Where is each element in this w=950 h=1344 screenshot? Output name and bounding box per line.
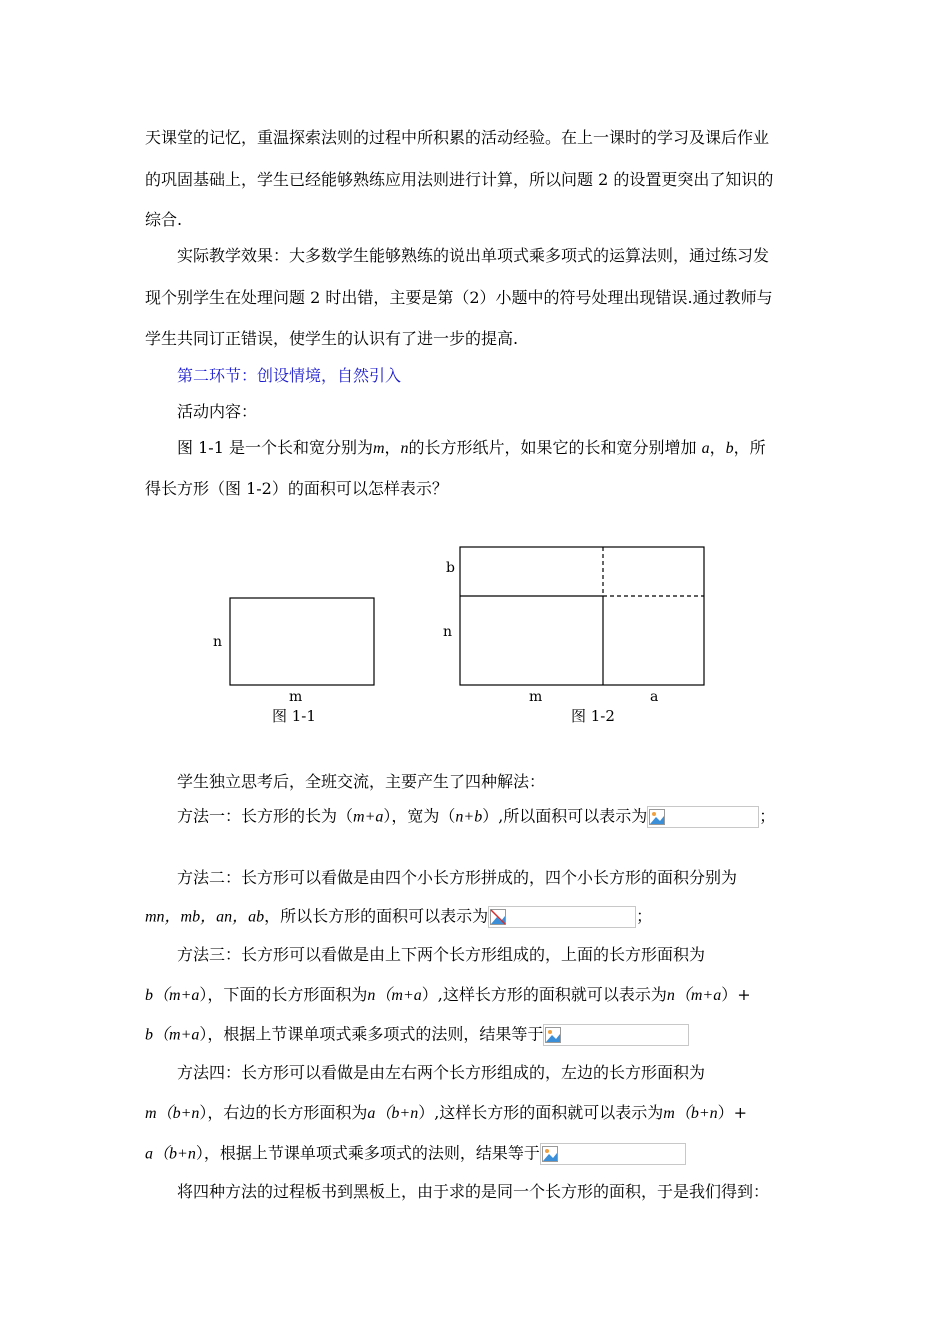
math-expr: b+n [391, 1105, 419, 1122]
text: -1 是一个长和宽分别为 [208, 438, 373, 457]
fig2-rect [460, 547, 704, 685]
text: ），下面的长方形面积为 [199, 985, 368, 1004]
paragraph-line [177, 438, 766, 459]
math-expr: n+b [455, 808, 483, 826]
math-expr: m+a [169, 987, 200, 1004]
paragraph-line: 学生独立思考后，全班交流，主要产生了四种解法： [177, 772, 546, 791]
math-var: m [372, 440, 385, 457]
equation-image [488, 906, 636, 928]
math-expr: b+n [172, 1105, 200, 1122]
broken-image-icon [490, 909, 506, 925]
equation-image [647, 806, 759, 828]
method-4-line [145, 1103, 747, 1124]
text: 图 1 [177, 438, 209, 457]
math-expr: n（ [367, 987, 392, 1004]
text: ，所以长方形的面积可以表示为 [264, 906, 489, 926]
equation-image [543, 1024, 689, 1046]
math-expr: m（ [663, 1105, 691, 1122]
text: ， [709, 438, 726, 457]
method-3-line [145, 1024, 689, 1046]
fig1-rect [230, 598, 374, 685]
activity-label: 活动内容： [177, 402, 258, 421]
text: ）,这样长方形的面积就可以表示为 [418, 1103, 664, 1122]
paragraph-line: 实际教学效果：大多数学生能够熟练的说出单项式乘多项式的运算法则，通过练习发 [177, 246, 770, 265]
math-expr: a（ [367, 1105, 392, 1122]
method-3-line: 方法三：长方形可以看做是由上下两个长方形组成的，上面的长方形面积为 [177, 945, 706, 964]
math-expr: m+a [353, 808, 384, 826]
math-expr: b+n [169, 1145, 196, 1163]
text: ），宽为（ [383, 806, 456, 826]
text: ）,这样长方形的面积就可以表示为 [421, 985, 667, 1004]
math-var: n [400, 440, 409, 457]
math-expr: n（ [666, 987, 691, 1004]
text: ），根据上节课单项式乘多项式的法则，结果等于 [199, 1024, 544, 1044]
text: ； [759, 806, 776, 826]
equation-image [540, 1143, 686, 1165]
figures [200, 535, 720, 735]
broken-image-icon [542, 1146, 558, 1162]
fig2-caption: 图 1-2 [571, 707, 615, 725]
fig1-caption: 图 1-1 [272, 707, 316, 725]
fig1-label-m: m [289, 689, 303, 705]
fig2-label-b: b [446, 560, 455, 576]
text: ），根据上节课单项式乘多项式的法则，结果等于 [195, 1143, 540, 1163]
math-expr: b（ [145, 1026, 170, 1044]
text: 的长方形纸片，如果它的长和宽分别增加 [408, 438, 697, 457]
math-expr: m（ [145, 1105, 173, 1122]
fig2-label-m: m [529, 689, 543, 705]
math-expr: mn，mb，an，ab [145, 908, 265, 926]
method-2-line [145, 906, 652, 928]
method-2-line: 方法二：长方形可以看做是由四个小长方形拼成的，四个小长方形的面积分别为 [177, 868, 738, 887]
text: 方法一：长方形的长为（ [177, 806, 354, 826]
math-expr: b（ [145, 987, 170, 1004]
paragraph-line: 现个别学生在处理问题 2 时出错，主要是第（2）小题中的符号处理出现错误.通过教师与 [145, 288, 773, 307]
fig2-label-n: n [443, 624, 453, 640]
math-expr: b+n [690, 1105, 718, 1122]
text: ）+ [717, 1103, 748, 1122]
paragraph-line: 的巩固基础上，学生已经能够熟练应用法则进行计算，所以问题 2 的设置更突出了知识的 [145, 170, 774, 189]
math-var: b [725, 440, 734, 457]
paragraph-line: 天课堂的记忆，重温探索法则的过程中所积累的活动经验。在上一课时的学习及课后作业 [145, 128, 770, 147]
text: ），右边的长方形面积为 [199, 1103, 368, 1122]
paragraph-line: 得长方形（图 1-2）的面积可以怎样表示？ [145, 479, 448, 498]
text: ； [636, 906, 653, 926]
text: ， [384, 438, 401, 457]
method-4-line: 方法四：长方形可以看做是由左右两个长方形组成的，左边的长方形面积为 [177, 1063, 706, 1082]
method-4-line [145, 1143, 686, 1165]
method-1-line [177, 806, 775, 828]
paragraph-line: 将四种方法的过程板书到黑板上，由于求的是同一个长方形的面积，于是我们得到： [177, 1182, 770, 1201]
method-3-line [145, 985, 751, 1006]
section-heading: 第二环节：创设情境，自然引入 [177, 366, 402, 385]
math-expr: m+a [169, 1026, 200, 1044]
math-expr: a（ [145, 1145, 170, 1163]
paragraph-line: 综合. [145, 210, 183, 229]
math-var: a [701, 440, 710, 457]
text: ，所 [733, 438, 766, 457]
text: ）,所以面积可以表示为 [482, 806, 648, 826]
broken-image-icon [545, 1027, 561, 1043]
math-expr: m+a [391, 987, 422, 1004]
fig2-label-a: a [650, 689, 659, 705]
paragraph-line: 学生共同订正错误，使学生的认识有了进一步的提高. [145, 329, 519, 348]
broken-image-icon [649, 809, 665, 825]
fig1-label-n: n [213, 634, 223, 650]
text: ）+ [721, 985, 751, 1004]
math-expr: m+a [690, 987, 722, 1004]
